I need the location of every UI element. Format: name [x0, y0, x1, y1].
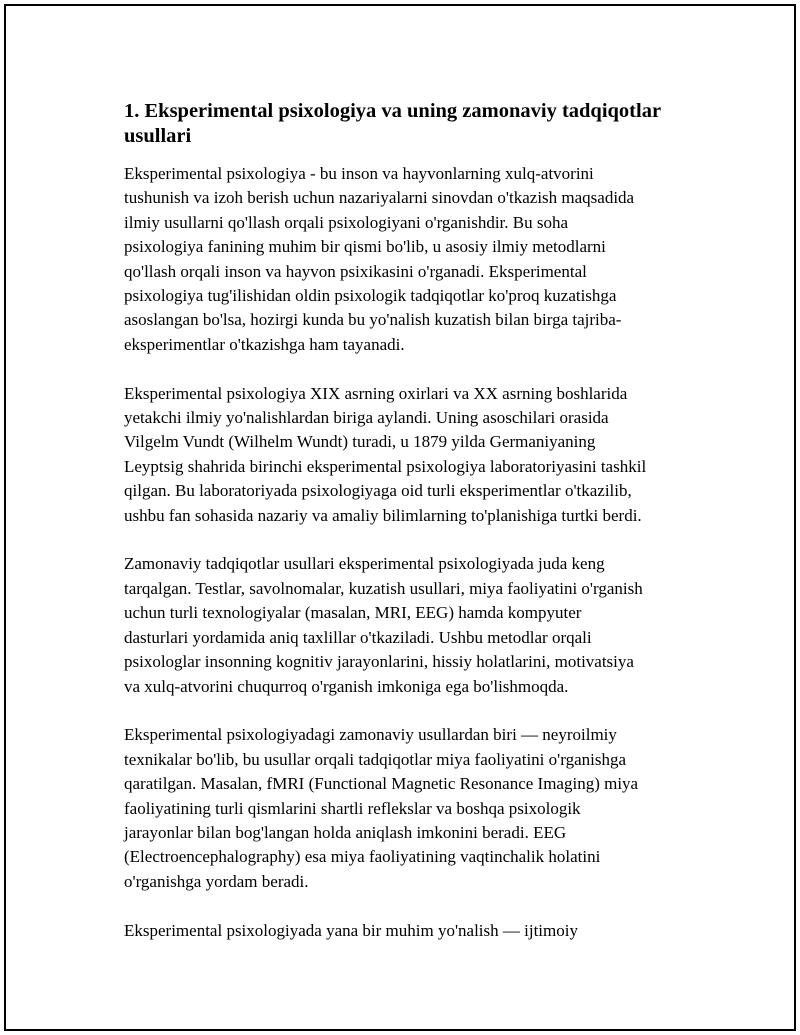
text-line: asoslangan bo'lsa, hozirgi kunda bu yo'nalish kuzatish bilan birga tajriba-: [124, 310, 622, 330]
text-line: va xulq-atvorini chuqurroq o'rganish imkoniga ega bo'lishmoqda.: [124, 676, 569, 696]
paragraph-history: [124, 382, 709, 528]
paragraph-modern-methods: [124, 552, 709, 698]
text-line: yetakchi ilmiy yo'nalishlardan biriga aylandi. Uning asoschilari orasida: [124, 408, 609, 428]
text-line: ilmiy usullarni qo'llash orqali psixologiyani o'rganishdir. Bu soha: [124, 212, 569, 232]
text-line: tarqalgan. Testlar, savolnomalar, kuzatish usullari, miya faoliyatini o'rganish: [124, 578, 643, 598]
text-line: (Electroencephalography) esa miya faoliyatining vaqtinchalik holatini: [124, 847, 601, 867]
text-line: jarayonlar bilan bog'langan holda aniqlash imkonini beradi. EEG: [124, 822, 567, 842]
text-line: texnikalar bo'lib, bu usullar orqali tadqiqotlar miya faoliyatini o'rganishga: [124, 749, 626, 769]
text-line: Eksperimental psixologiyadagi zamonaviy usullardan biri — neyroilmiy: [124, 725, 617, 745]
text-line: Eksperimental psixologiyada yana bir muhim yo'nalish — ijtimoiy: [124, 920, 578, 940]
text-line: psixologiya tug'ilishidan oldin psixologik tadqiqotlar ko'proq kuzatishga: [124, 286, 617, 306]
text-line: qilgan. Bu laboratoriyada psixologiyaga oid turli eksperimentlar o'tkazilib,: [124, 481, 632, 501]
text-line: o'rganishga yordam beradi.: [124, 871, 309, 891]
text-line: qaratilgan. Masalan, fMRI (Functional Magnetic Resonance Imaging) miya: [124, 774, 639, 794]
document-body: [124, 99, 709, 967]
paragraph-definition: [124, 162, 709, 357]
text-line: dasturlari yordamida aniq taxlillar o'tkaziladi. Ushbu metodlar orqali: [124, 627, 592, 647]
page-frame: [4, 4, 796, 1031]
title-line: 1. Eksperimental psixologiya va uning zamonaviy tadqiqotlar: [124, 100, 662, 122]
text-line: Zamonaviy tadqiqotlar usullari eksperimental psixologiyada juda keng: [124, 554, 605, 574]
text-line: Vilgelm Vundt (Wilhelm Wundt) turadi, u 1879 yilda Germaniyaning: [124, 432, 596, 452]
section-title: [124, 99, 709, 149]
text-line: tushunish va izoh berish uchun nazariyalarni sinovdan o'tkazish maqsadida: [124, 188, 635, 208]
text-line: Leyptsig shahrida birinchi eksperimental psixologiya laboratoriyasini tashkil: [124, 456, 647, 476]
text-line: uchun turli texnologiyalar (masalan, MRI, EEG) hamda kompyuter: [124, 603, 582, 623]
text-line: ushbu fan sohasida nazariy va amaliy bilimlarning to'planishiga turtki berdi.: [124, 505, 642, 525]
text-line: Eksperimental psixologiya - bu inson va hayvonlarning xulq-atvorini: [124, 164, 594, 183]
paragraph-social: [124, 919, 709, 943]
text-line: faoliyatining turli qismlarini shartli reflekslar va boshqa psixologik: [124, 798, 581, 818]
text-line: psixologlar insonning kognitiv jarayonlarini, hissiy holatlarini, motivatsiya: [124, 652, 634, 672]
text-line: psixologiya fanining muhim bir qismi bo'lib, u asosiy ilmiy metodlarni: [124, 237, 606, 257]
text-line: eksperimentlar o'tkazishga ham tayanadi.: [124, 334, 405, 354]
paragraph-neuroscience: [124, 723, 709, 894]
text-line: qo'llash orqali inson va hayvon psixikasini o'rganadi. Eksperimental: [124, 261, 587, 281]
title-line: usullari: [124, 125, 192, 147]
text-line: Eksperimental psixologiya XIX asrning oxirlari va XX asrning boshlarida: [124, 383, 628, 403]
